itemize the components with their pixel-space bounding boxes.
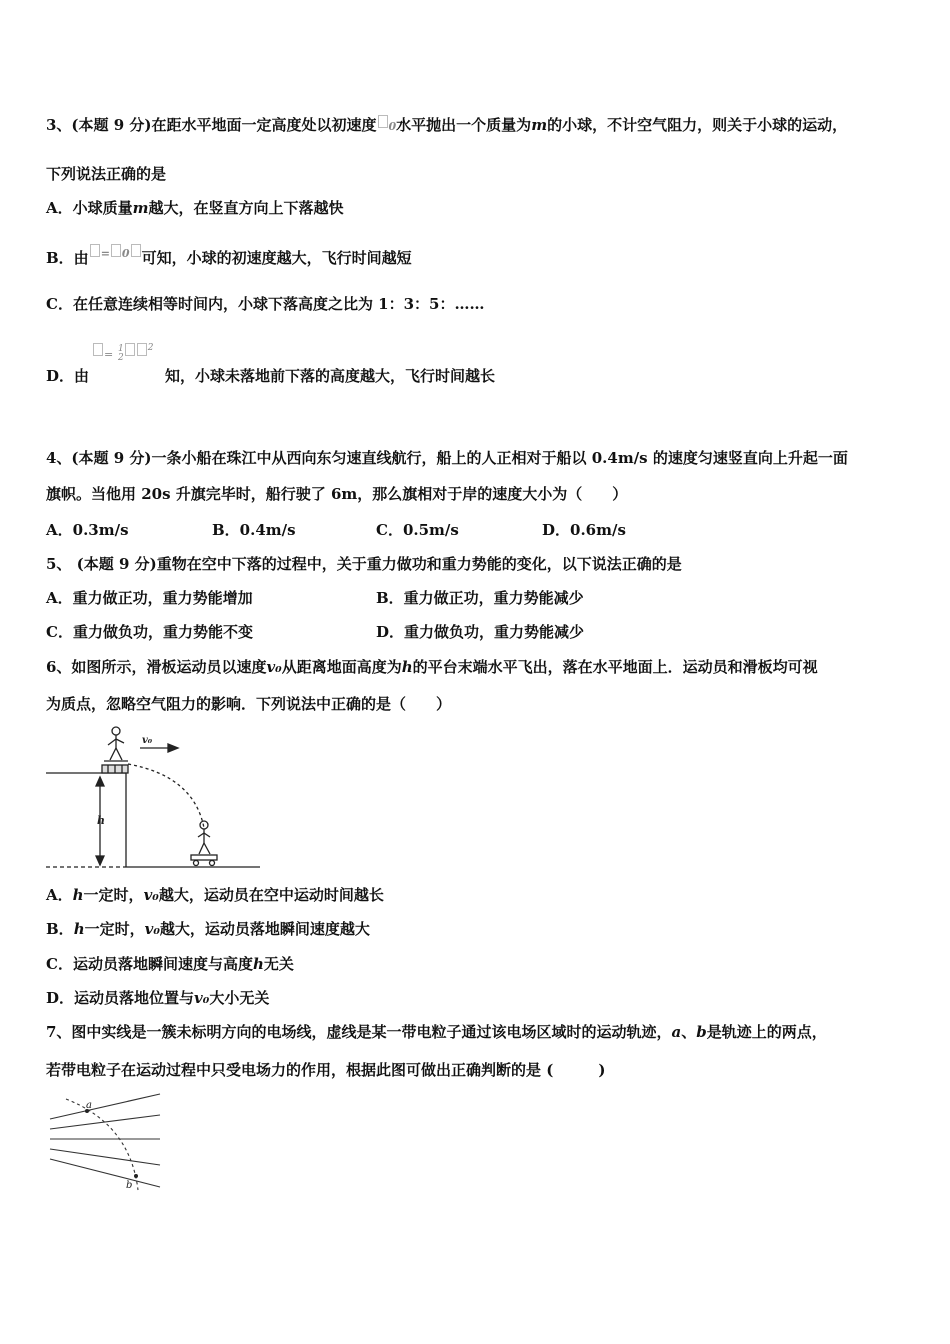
q3-line2: 下列说法正确的是 (46, 165, 167, 183)
figure-b-label: b (126, 1180, 133, 1191)
q4-option-c: C．0.5m/s (376, 521, 459, 539)
q6-option-c-text-a: C．运动员落地瞬间速度与高度 (46, 955, 253, 973)
q3-option-d-formula (92, 338, 153, 365)
q3-formula-exp: 2 (147, 343, 154, 353)
field-line-2 (50, 1115, 160, 1129)
q3-option-a-m: m (132, 199, 149, 217)
arrow-up-icon (96, 777, 104, 786)
q6-option-a-text-b: 一定时， (83, 886, 144, 904)
q4-line1: 4、(本题 9 分)一条小船在珠江中从西向东匀速直线航行，船上的人正相对于船以 0.4m/s 的速度匀速竖直向上升起一面 (46, 449, 848, 467)
q6-option-a-text-a: A． (46, 886, 73, 904)
q3-formula-den: 2 (118, 353, 124, 363)
q7-sep: 、 (681, 1023, 697, 1041)
q3-formula-fraction (118, 345, 124, 363)
q5-option-a: A．重力做正功，重力势能增加 (46, 589, 253, 607)
q5-option-d: D．重力做负功，重力势能减少 (376, 623, 585, 641)
q3-v0-symbol: 0 (388, 120, 397, 133)
q3-option-a-text-b: 越大，在竖直方向上下落越快 (148, 199, 344, 217)
q6-option-d-text-b: 大小无关 (209, 989, 270, 1007)
landed-skateboard-icon (191, 855, 217, 860)
q6-h: h (401, 658, 413, 676)
field-line-1 (50, 1094, 160, 1119)
arrow-right-icon (168, 744, 178, 752)
q3-line1-text-a: 3、(本题 9 分)在距水平地面一定高度处以初速度 (46, 116, 377, 134)
q3-line1-text-c: 的小球，不计空气阻力，则关于小球的运动， (547, 116, 848, 134)
formula-placeholder-icon (131, 244, 141, 257)
formula-placeholder-icon (90, 244, 100, 257)
q6-option-b-text-a: B． (46, 920, 74, 938)
arrow-down-icon (96, 856, 104, 865)
q6-option-c-h: h (252, 955, 264, 973)
q6-option-c (46, 954, 294, 974)
q5-option-c: C．重力做负功，重力势能不变 (46, 623, 253, 641)
electric-field-figure (44, 1090, 170, 1194)
q4-line2: 旗帜。当他用 20s 升旗完毕时，船行驶了 6m，那么旗相对于岸的速度大小为（ ） (46, 485, 628, 503)
q4-option-d: D．0.6m/s (542, 521, 626, 539)
formula-placeholder-icon (137, 343, 147, 356)
formula-placeholder-icon (125, 343, 135, 356)
field-line-5 (50, 1159, 160, 1187)
q6-option-d-v0: v₀ (194, 989, 210, 1007)
formula-placeholder-icon (93, 343, 103, 356)
q6-line1-text-a: 6、如图所示，滑板运动员以速度 (46, 658, 267, 676)
q3-option-d-text-a: D．由 (46, 367, 90, 385)
q3-m-symbol: m (531, 116, 548, 134)
q6-line2: 为质点，忽略空气阻力的影响．下列说法中正确的是（ ） (46, 695, 452, 713)
figure-h-label: h (97, 814, 105, 827)
q6-option-b-text-b: 一定时， (84, 920, 145, 938)
q3-line1-text-b: 水平抛出一个质量为 (396, 116, 532, 134)
q7-b: b (696, 1023, 707, 1041)
q3-option-d-text-b: 知，小球未落地前下落的高度越大，飞行时间越长 (165, 367, 496, 385)
q6-option-a (46, 885, 384, 905)
q6-line1 (46, 657, 818, 677)
q6-v0: v₀ (266, 658, 282, 676)
q3-option-b-text-b: 可知，小球的初速度越大，飞行时间越短 (141, 249, 412, 267)
figure-a-label: a (86, 1100, 92, 1111)
q6-option-c-text-b: 无关 (263, 955, 294, 973)
skateboard-figure (44, 724, 264, 874)
q6-line1-text-b: 从距离地面高度为 (281, 658, 402, 676)
q6-option-a-h: h (72, 886, 84, 904)
q7-a: a (671, 1023, 682, 1041)
q6-option-b (46, 919, 370, 939)
q7-line1 (46, 1022, 827, 1042)
formula-placeholder-icon (111, 244, 121, 257)
q3-option-a-text-a: A．小球质量 (46, 199, 133, 217)
skater-head-icon (112, 727, 120, 735)
q3-option-b-text-a: B．由 (46, 249, 89, 267)
q6-option-a-v0: v₀ (143, 886, 159, 904)
q3-option-a (46, 198, 344, 218)
q7-line1-text-a: 7、图中实线是一簇未标明方向的电场线，虚线是某一带电粒子通过该电场区域时的运动轨迹， (46, 1023, 672, 1041)
q6-option-b-h: h (73, 920, 85, 938)
field-line-4 (50, 1149, 160, 1165)
q7-line2: 若带电粒子在运动过程中只受电场力的作用，根据此图可做出正确判断的是 ( ) (46, 1061, 606, 1079)
point-b-icon (134, 1174, 138, 1178)
figure-v0-label: v₀ (142, 735, 153, 746)
q6-option-b-text-c: 越大，运动员落地瞬间速度越大 (159, 920, 370, 938)
q3-option-d (46, 366, 495, 386)
q6-line1-text-c: 的平台末端水平飞出，落在水平地面上．运动员和滑板均可视 (412, 658, 818, 676)
q3-option-b-eq: = (100, 247, 110, 260)
q4-option-a: A．0.3m/s (46, 521, 129, 539)
q4-option-b: B．0.4m/s (212, 521, 296, 539)
formula-placeholder-icon (378, 115, 388, 128)
q3-formula-eq: = (104, 348, 114, 361)
q7-line1-text-b: 是轨迹上的两点， (706, 1023, 827, 1041)
q3-formula-num: 1 (118, 344, 124, 354)
q6-option-b-v0: v₀ (144, 920, 160, 938)
trajectory-dashed-path (128, 764, 204, 828)
q6-option-a-text-c: 越大，运动员在空中运动时间越长 (158, 886, 384, 904)
q3-option-c: C．在任意连续相等时间内，小球下落高度之比为 1：3：5：…… (46, 295, 485, 313)
q3-option-b (46, 244, 412, 268)
q3-option-b-sub: 0 (121, 247, 130, 260)
q5-option-b: B．重力做正功，重力势能减少 (376, 589, 584, 607)
q5-line1: 5、 (本题 9 分)重物在空中下落的过程中，关于重力做功和重力势能的变化，以下说法正确的是 (46, 555, 682, 573)
q6-option-d (46, 988, 269, 1008)
q6-option-d-text-a: D．运动员落地位置与 (46, 989, 195, 1007)
q3-line1 (46, 115, 847, 137)
